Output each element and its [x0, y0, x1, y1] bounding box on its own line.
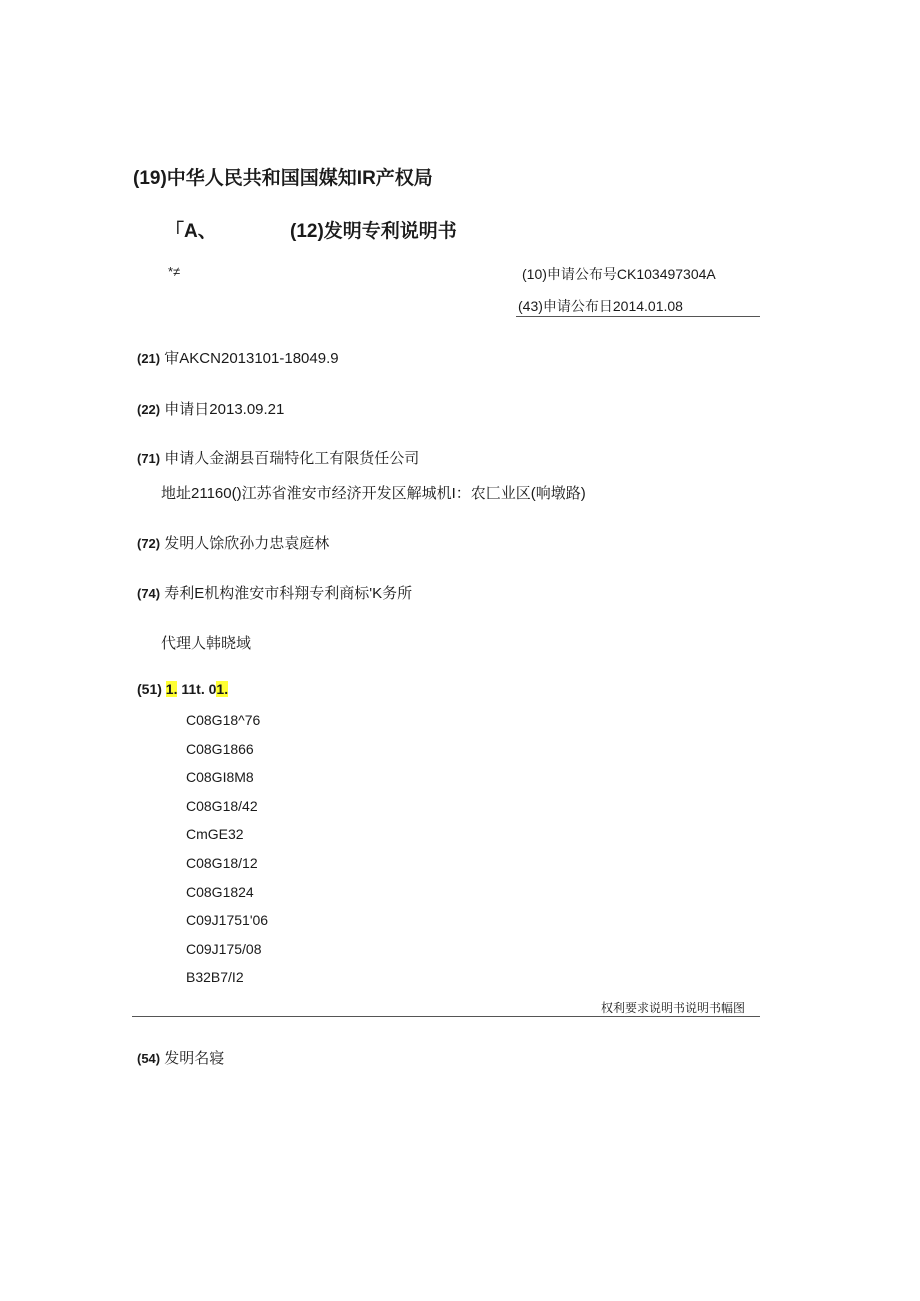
document-type: (12)发明专利说明书	[290, 221, 457, 242]
field-code: (72)	[137, 536, 161, 551]
field-code: (71)	[137, 451, 161, 466]
ipc-code: B32B7/I2	[186, 969, 244, 986]
corner-mark: 「A、	[165, 221, 217, 242]
highlighted-text: 1.	[165, 681, 178, 697]
publication-date: (43)申请公布日2014.01.08	[518, 298, 683, 314]
patent-agency	[137, 582, 412, 603]
small-mark: *≠	[168, 264, 181, 279]
ipc-heading	[137, 681, 228, 697]
ipc-code: C08GI8M8	[186, 769, 254, 786]
ipc-code: C08G18/12	[186, 854, 258, 871]
field-code: (22)	[137, 402, 161, 417]
field-text: 审AKCN2013101-18049.9	[164, 350, 339, 367]
invention-title	[137, 1047, 224, 1068]
field-text: 11t. 0	[177, 681, 217, 697]
header-divider	[516, 316, 760, 317]
field-text: 申请日2013.09.21	[164, 401, 285, 418]
ipc-code: C08G1866	[186, 740, 254, 757]
field-text: 寿利E机构淮安市科翔专利商标'K务所	[164, 585, 413, 602]
agent-name: 代理人韩晓域	[161, 635, 252, 652]
highlighted-text: 1.	[216, 681, 229, 697]
application-date	[137, 398, 284, 419]
document-sections: 权利要求说明书说明书幅图	[601, 1001, 746, 1015]
field-code: (21)	[137, 351, 161, 366]
section-divider	[132, 1016, 760, 1017]
ipc-code: C08G1824	[186, 883, 254, 900]
ipc-code: C08G18/42	[186, 797, 258, 814]
office-title: (19)中华人民共和国国媒知IR产权局	[133, 168, 433, 189]
ipc-code-list	[186, 711, 268, 997]
applicant	[137, 447, 419, 468]
applicant-address: 地址21160()江苏省淮安市经济开发区解城机I：农匚业区(响墩路)	[161, 485, 586, 502]
ipc-code: C09J1751'06	[186, 912, 269, 929]
ipc-code: C09J175/08	[186, 940, 262, 957]
publication-number: (10)申请公布号CK103497304A	[522, 266, 716, 282]
field-code: (74)	[137, 586, 161, 601]
field-text: 申请人金湖县百瑞特化工有限货任公司	[164, 450, 420, 467]
ipc-code: C08G18^76	[186, 712, 261, 728]
field-text: 发明名寝	[164, 1050, 225, 1067]
application-number	[137, 347, 339, 368]
inventors	[137, 532, 329, 553]
field-text: 发明人馀欣孙力忠袁庭林	[164, 535, 330, 552]
field-code: (54)	[137, 1051, 161, 1066]
field-code: (51)	[137, 681, 162, 697]
ipc-code: CmGE32	[186, 826, 244, 843]
